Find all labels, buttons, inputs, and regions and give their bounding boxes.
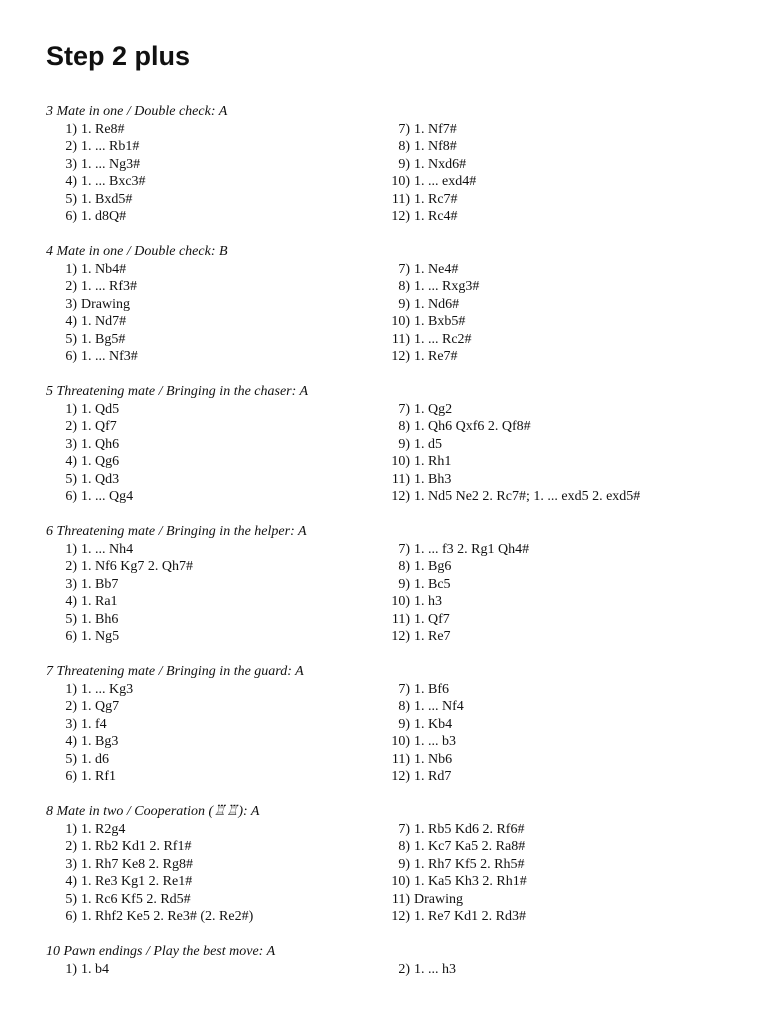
answer-number: 4): [65, 734, 77, 749]
answer-number: 2): [65, 139, 77, 154]
answer-item: [386, 908, 526, 926]
answer-move: 1. b4: [81, 961, 109, 977]
answer-number: 6): [65, 209, 77, 224]
answer-item: [53, 593, 118, 611]
answer-move: 1. Rc7#: [414, 191, 458, 207]
answer-number: 5): [65, 891, 77, 907]
answer-item: [386, 821, 524, 839]
answer-number: 6): [65, 489, 77, 504]
answer-move: 1. Re7#: [414, 349, 458, 364]
answer-move: 1. Nf6 Kg7 2. Qh7#: [81, 559, 193, 574]
answer-number: 7): [398, 261, 410, 277]
answer-item: [53, 348, 138, 366]
answer-number: 11): [391, 611, 410, 627]
answer-move: 1. Rh1: [414, 454, 452, 469]
answer-move: 1. ... Qg4: [81, 489, 134, 504]
answer-item: [386, 838, 525, 856]
answer-row: [46, 768, 726, 786]
answer-item: [53, 611, 118, 629]
answer-number: 3): [65, 576, 77, 592]
answer-move: 1. Nb6: [414, 751, 453, 767]
section-heading: 5 Threatening mate / Bringing in the chaser: A: [46, 384, 309, 399]
answer-move: 1. ... Nh4: [81, 541, 134, 557]
answer-move: 1. ... Rxg3#: [414, 279, 480, 294]
answer-row: [46, 856, 726, 874]
answer-number: 10): [391, 734, 410, 749]
answer-item: [386, 453, 451, 471]
answer-item: [386, 331, 472, 349]
answer-item: [386, 576, 451, 594]
exercise-section: [46, 103, 726, 226]
answer-item: [386, 348, 458, 366]
answer-number: 12): [391, 489, 410, 504]
answer-number: 10): [391, 454, 410, 469]
answer-number: 2): [65, 699, 77, 714]
answer-rows: [46, 681, 726, 786]
answer-row: [46, 418, 726, 436]
answer-row: [46, 156, 726, 174]
answer-item: [53, 908, 253, 926]
answer-item: [53, 278, 137, 296]
answer-number: 8): [398, 419, 410, 434]
answer-item: [386, 173, 476, 191]
answer-number: 5): [65, 331, 77, 347]
answer-row: [46, 716, 726, 734]
answer-move: 1. Kb4: [414, 716, 453, 732]
answer-move: 1. Rb2 Kd1 2. Rf1#: [81, 839, 192, 854]
answer-number: 6): [65, 769, 77, 784]
exercise-section: [46, 523, 726, 646]
answer-move: 1. Qg6: [81, 454, 120, 469]
answer-item: [386, 138, 457, 156]
exercise-section: [46, 803, 726, 926]
answer-number: 12): [391, 769, 410, 784]
answer-item: [386, 471, 451, 489]
answer-number: 10): [391, 874, 410, 889]
answer-move: 1. Bg5#: [81, 331, 126, 347]
answer-number: 5): [65, 611, 77, 627]
answer-item: [386, 401, 452, 419]
answer-number: 4): [65, 314, 77, 329]
answer-move: 1. ... Rb1#: [81, 139, 140, 154]
answer-item: [386, 751, 452, 769]
exercise-section: [46, 243, 726, 366]
answer-item: [386, 558, 451, 576]
answer-row: [46, 611, 726, 629]
answer-item: [53, 471, 119, 489]
answer-move: 1. Rc6 Kf5 2. Rd5#: [81, 891, 191, 907]
answer-row: [46, 348, 726, 366]
answer-item: [53, 856, 193, 874]
answer-item: [386, 856, 524, 874]
answer-number: 2): [65, 419, 77, 434]
answer-number: 11): [391, 751, 410, 767]
answer-number: 11): [391, 331, 410, 347]
answer-number: 2): [65, 279, 77, 294]
answer-move: 1. ... h3: [414, 961, 456, 977]
answer-rows: [46, 401, 726, 506]
answer-move: 1. Nb4#: [81, 261, 127, 277]
answer-number: 9): [398, 436, 410, 452]
answer-move: 1. Rc4#: [414, 209, 458, 224]
answer-number: 9): [398, 296, 410, 312]
answer-number: 8): [398, 279, 410, 294]
answer-move: Drawing: [414, 891, 463, 907]
answer-move: 1. Rh7 Kf5 2. Rh5#: [414, 856, 525, 872]
answer-rows: [46, 821, 726, 926]
answer-row: [46, 453, 726, 471]
answer-row: [46, 436, 726, 454]
answer-number: 7): [398, 821, 410, 837]
answer-move: 1. Ne4#: [414, 261, 459, 277]
answer-move: 1. Nf8#: [414, 139, 457, 154]
answer-move: 1. ... Nf4: [414, 699, 464, 714]
answer-item: [53, 821, 125, 839]
exercise-section: [46, 383, 726, 506]
answer-number: 7): [398, 541, 410, 557]
answer-row: [46, 488, 726, 506]
answer-number: 11): [391, 471, 410, 487]
answer-rows: [46, 961, 726, 979]
answer-item: [53, 173, 146, 191]
answer-item: [53, 716, 107, 734]
answer-move: 1. Qf7: [414, 611, 450, 627]
answer-move: 1. Qh6: [81, 436, 120, 452]
answer-move: 1. Rd7: [414, 769, 452, 784]
answer-move: 1. d6: [81, 751, 109, 767]
answer-row: [46, 698, 726, 716]
exercise-section: [46, 943, 726, 978]
answer-move: 1. Nd5 Ne2 2. Rc7#; 1. ... exd5 2. exd5#: [414, 489, 641, 504]
answer-move: 1. ... Ng3#: [81, 156, 141, 172]
answer-move: 1. ... Nf3#: [81, 349, 138, 364]
answer-row: [46, 191, 726, 209]
answer-item: [53, 768, 116, 786]
answer-number: 10): [391, 314, 410, 329]
answer-item: [386, 121, 457, 139]
answer-number: 1): [65, 261, 77, 277]
exercise-sections: [46, 103, 726, 996]
answer-move: 1. ... f3 2. Rg1 Qh4#: [414, 541, 530, 557]
answer-item: [386, 681, 449, 699]
answer-item: [53, 838, 191, 856]
answer-item: [386, 156, 466, 174]
answer-item: [53, 541, 133, 559]
answer-move: 1. ... Rc2#: [414, 331, 472, 347]
answer-row: [46, 173, 726, 191]
answer-item: [386, 593, 442, 611]
answer-number: 2): [398, 961, 410, 977]
answer-move: 1. Bc5: [414, 576, 451, 592]
answer-item: [53, 401, 119, 419]
answer-number: 5): [65, 471, 77, 487]
answer-number: 6): [65, 629, 77, 644]
answer-item: [53, 681, 133, 699]
answer-item: [386, 611, 450, 629]
answer-move: 1. Bf6: [414, 681, 449, 697]
section-heading: 3 Mate in one / Double check: A: [46, 104, 228, 119]
answer-row: [46, 891, 726, 909]
answer-move: 1. ... Bxc3#: [81, 174, 146, 189]
answer-move: 1. Ng5: [81, 629, 120, 644]
answer-row: [46, 733, 726, 751]
answer-item: [386, 278, 479, 296]
answer-number: 1): [65, 401, 77, 417]
answer-move: 1. Nf7#: [414, 121, 457, 137]
answer-move: 1. Qg2: [414, 401, 453, 417]
answer-move: 1. Bg6: [414, 559, 452, 574]
answer-move: 1. Bxb5#: [414, 314, 466, 329]
answer-row: [46, 576, 726, 594]
answer-number: 7): [398, 681, 410, 697]
answer-row: [46, 558, 726, 576]
answer-number: 1): [65, 681, 77, 697]
exercise-section: [46, 663, 726, 786]
answer-move: 1. Nxd6#: [414, 156, 467, 172]
answer-number: 3): [65, 716, 77, 732]
answer-number: 3): [65, 296, 77, 312]
answer-move: 1. Rh7 Ke8 2. Rg8#: [81, 856, 193, 872]
answer-item: [386, 208, 458, 226]
answer-move: 1. ... exd4#: [414, 174, 477, 189]
answer-move: 1. Re7 Kd1 2. Rd3#: [414, 909, 526, 924]
answer-item: [386, 733, 456, 751]
section-heading: 7 Threatening mate / Bringing in the guard: A: [46, 664, 304, 679]
answer-move: 1. d8Q#: [81, 209, 127, 224]
answer-row: [46, 278, 726, 296]
answer-row: [46, 908, 726, 926]
answer-item: [53, 418, 117, 436]
answer-move: 1. Rb5 Kd6 2. Rf6#: [414, 821, 525, 837]
answer-row: [46, 401, 726, 419]
answer-number: 1): [65, 961, 77, 977]
answer-number: 2): [65, 559, 77, 574]
answer-number: 7): [398, 401, 410, 417]
answer-item: [53, 891, 191, 909]
answer-row: [46, 838, 726, 856]
answer-number: 12): [391, 349, 410, 364]
answer-rows: [46, 121, 726, 226]
answer-item: [386, 488, 640, 506]
answer-number: 4): [65, 174, 77, 189]
answer-number: 10): [391, 174, 410, 189]
answer-item: [53, 576, 118, 594]
answer-item: [386, 873, 527, 891]
answer-row: [46, 471, 726, 489]
answer-row: [46, 681, 726, 699]
answer-row: [46, 208, 726, 226]
answer-row: [46, 628, 726, 646]
answer-number: 5): [65, 191, 77, 207]
answer-item: [53, 138, 139, 156]
answer-move: 1. Qd3: [81, 471, 120, 487]
answer-number: 4): [65, 874, 77, 889]
section-heading: 8 Mate in two / Cooperation (♖♖): A: [46, 804, 260, 819]
answer-number: 3): [65, 856, 77, 872]
answer-move: 1. Bb7: [81, 576, 119, 592]
answer-item: [386, 716, 452, 734]
section-heading: 6 Threatening mate / Bringing in the helper: A: [46, 524, 307, 539]
answer-number: 8): [398, 699, 410, 714]
answer-item: [386, 313, 465, 331]
answer-item: [386, 628, 451, 646]
answer-row: [46, 821, 726, 839]
answer-move: 1. Ra1: [81, 594, 118, 609]
answer-move: 1. Re3 Kg1 2. Re1#: [81, 874, 193, 889]
answer-number: 1): [65, 821, 77, 837]
answer-move: 1. ... b3: [414, 734, 456, 749]
answer-move: 1. d5: [414, 436, 442, 452]
answer-move: 1. ... Kg3: [81, 681, 134, 697]
answer-move: 1. Qh6 Qxf6 2. Qf8#: [414, 419, 531, 434]
answer-move: 1. R2g4: [81, 821, 126, 837]
answer-item: [53, 261, 126, 279]
answer-number: 12): [391, 209, 410, 224]
answer-number: 11): [391, 191, 410, 207]
answer-item: [386, 418, 531, 436]
answer-rows: [46, 541, 726, 646]
answer-item: [53, 331, 125, 349]
answer-move: 1. Bh3: [414, 471, 452, 487]
answer-number: 11): [391, 891, 410, 907]
answer-row: [46, 541, 726, 559]
answer-number: 6): [65, 909, 77, 924]
answer-item: [53, 873, 192, 891]
answer-move: 1. Rf1: [81, 769, 116, 784]
answer-item: [53, 436, 119, 454]
answer-item: [53, 453, 119, 471]
answer-item: [53, 733, 118, 751]
answer-move: 1. Kc7 Ka5 2. Ra8#: [414, 839, 526, 854]
answer-number: 2): [65, 839, 77, 854]
page-title: Step 2 plus: [46, 41, 191, 71]
answer-number: 3): [65, 156, 77, 172]
section-heading: 4 Mate in one / Double check: B: [46, 244, 228, 259]
answer-number: 4): [65, 454, 77, 469]
answer-move: 1. Qg7: [81, 699, 120, 714]
answer-row: [46, 121, 726, 139]
answer-item: [53, 558, 193, 576]
answer-move: 1. Bxd5#: [81, 191, 133, 207]
answer-move: 1. Qd5: [81, 401, 120, 417]
answer-number: 8): [398, 839, 410, 854]
answer-rows: [46, 261, 726, 366]
answer-item: [386, 961, 456, 979]
answer-move: 1. Re7: [414, 629, 451, 644]
answer-item: [53, 488, 133, 506]
answer-item: [386, 191, 458, 209]
answer-row: [46, 261, 726, 279]
answer-item: [386, 891, 463, 909]
answer-row: [46, 296, 726, 314]
answer-number: 10): [391, 594, 410, 609]
answer-move: 1. Rhf2 Ke5 2. Re3# (2. Re2#): [81, 909, 254, 924]
answer-row: [46, 961, 726, 979]
answer-number: 8): [398, 139, 410, 154]
answer-row: [46, 751, 726, 769]
answer-move: 1. Qf7: [81, 419, 117, 434]
answer-item: [386, 296, 459, 314]
answer-item: [53, 751, 109, 769]
answer-number: 1): [65, 541, 77, 557]
answer-move: 1. h3: [414, 594, 442, 609]
answer-number: 9): [398, 716, 410, 732]
section-heading: 10 Pawn endings / Play the best move: A: [46, 944, 276, 959]
answer-number: 9): [398, 856, 410, 872]
answer-item: [386, 768, 451, 786]
answer-number: 9): [398, 576, 410, 592]
answer-move: 1. ... Rf3#: [81, 279, 137, 294]
answer-row: [46, 593, 726, 611]
answer-item: [53, 296, 130, 314]
answer-item: [53, 313, 126, 331]
answer-number: 6): [65, 349, 77, 364]
answer-move: 1. Re8#: [81, 121, 125, 137]
answer-row: [46, 313, 726, 331]
answer-move: 1. Bh6: [81, 611, 119, 627]
answer-item: [386, 436, 442, 454]
answer-number: 3): [65, 436, 77, 452]
answer-item: [53, 698, 119, 716]
answer-number: 4): [65, 594, 77, 609]
answer-move: 1. Bg3: [81, 734, 119, 749]
answer-row: [46, 138, 726, 156]
answer-number: 9): [398, 156, 410, 172]
answer-item: [53, 121, 125, 139]
answer-row: [46, 873, 726, 891]
answer-move: Drawing: [81, 296, 130, 312]
answer-row: [46, 331, 726, 349]
answer-move: 1. f4: [81, 716, 107, 732]
answer-item: [53, 961, 109, 979]
answer-number: 7): [398, 121, 410, 137]
answer-number: 1): [65, 121, 77, 137]
answer-number: 12): [391, 629, 410, 644]
answer-item: [53, 628, 119, 646]
answer-number: 5): [65, 751, 77, 767]
answer-move: 1. Ka5 Kh3 2. Rh1#: [414, 874, 527, 889]
answer-item: [53, 208, 126, 226]
answer-move: 1. Nd6#: [414, 296, 460, 312]
answer-number: 12): [391, 909, 410, 924]
answer-number: 8): [398, 559, 410, 574]
answer-item: [386, 698, 464, 716]
answer-item: [386, 261, 458, 279]
answer-item: [53, 191, 132, 209]
answer-item: [53, 156, 140, 174]
answer-item: [386, 541, 529, 559]
answer-move: 1. Nd7#: [81, 314, 127, 329]
